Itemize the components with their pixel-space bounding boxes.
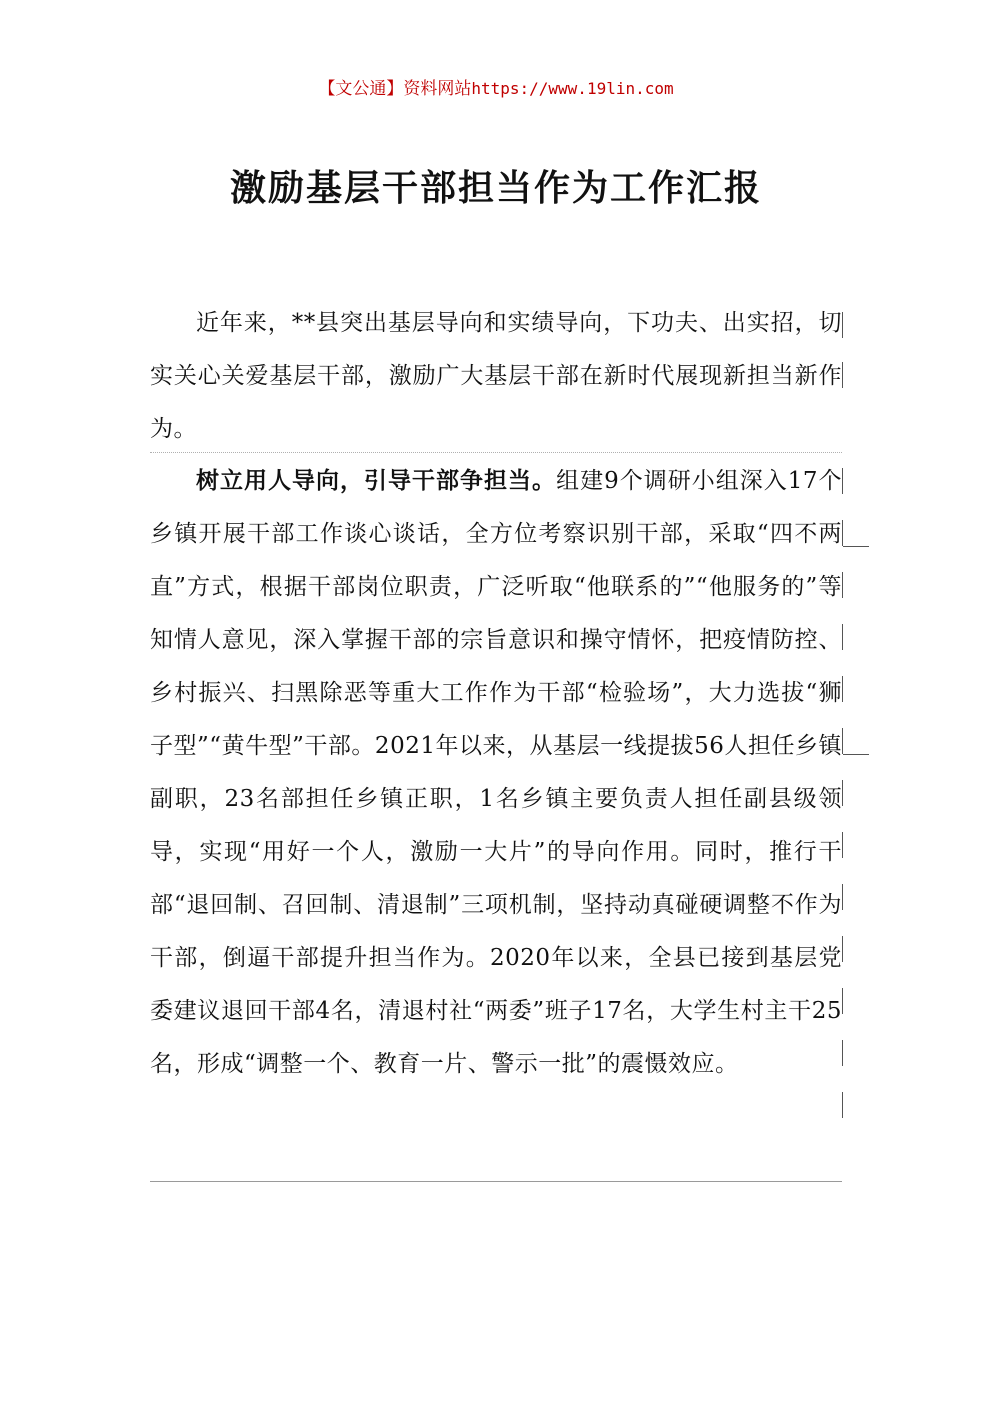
site-label: 【文公通】资料网站: [318, 79, 472, 99]
site-header: [0, 74, 992, 99]
margin-bar: [842, 468, 843, 494]
margin-bar: [842, 936, 843, 962]
margin-tick: [843, 754, 869, 755]
bottom-rule: [150, 1181, 842, 1182]
margin-bar: [842, 780, 843, 806]
paragraph-divider: [150, 452, 842, 453]
section-body: 组建9个调研小组深入17个乡镇开展干部工作谈心谈话，全方位考察识别干部，采取“四不两直”方式，根据干部岗位职责，广泛听取“他联系的”“他服务的”等知情人意见，深入掌握干部的宗旨意识和操守情怀，把疫情防控、乡村振兴、扫黑除恶等重大工作作为干部“检验场”，大力选拔“狮子型”“黄牛型”干部。2021年以来，从基层一线提拔56人担任乡镇副职，23名部担任乡镇正职，1名乡镇主要负责人担任副县级领导，实现“用好一个人，激励一大片”的导向作用。同时，推行干部“退回制、召回制、清退制”三项机制，坚持动真碰硬调整不作为干部，倒逼干部提升担当作为。2020年以来，全县已接到基层党委建议退回干部4名，清退村社“两委”班子17名，大学生村主干25名，形成“调整一个、教育一片、警示一批”的震慑效应。: [150, 468, 843, 1077]
margin-bar: [842, 1092, 843, 1118]
margin-bar: [842, 520, 843, 546]
margin-bar: [842, 1040, 843, 1066]
margin-bar: [842, 728, 843, 754]
section-paragraph: [150, 455, 842, 1091]
site-url[interactable]: https://www.19lin.com: [471, 79, 674, 98]
margin-bar: [842, 832, 843, 858]
margin-bar: [842, 884, 843, 910]
margin-bar: [842, 572, 843, 598]
margin-bar: [842, 362, 843, 388]
intro-paragraph: 近年来，**县突出基层导向和实绩导向，下功夫、出实招，切实关心关爱基层干部，激励广大基层干部在新时代展现新担当新作为。: [150, 310, 842, 442]
margin-tick: [843, 546, 869, 547]
margin-bar: [842, 624, 843, 650]
margin-bar: [842, 312, 843, 338]
section-heading: 树立用人导向，引导干部争担当。: [196, 468, 557, 494]
margin-bar: [842, 988, 843, 1014]
margin-bar: [842, 676, 843, 702]
document-title: 激励基层干部担当作为工作汇报: [229, 167, 762, 209]
